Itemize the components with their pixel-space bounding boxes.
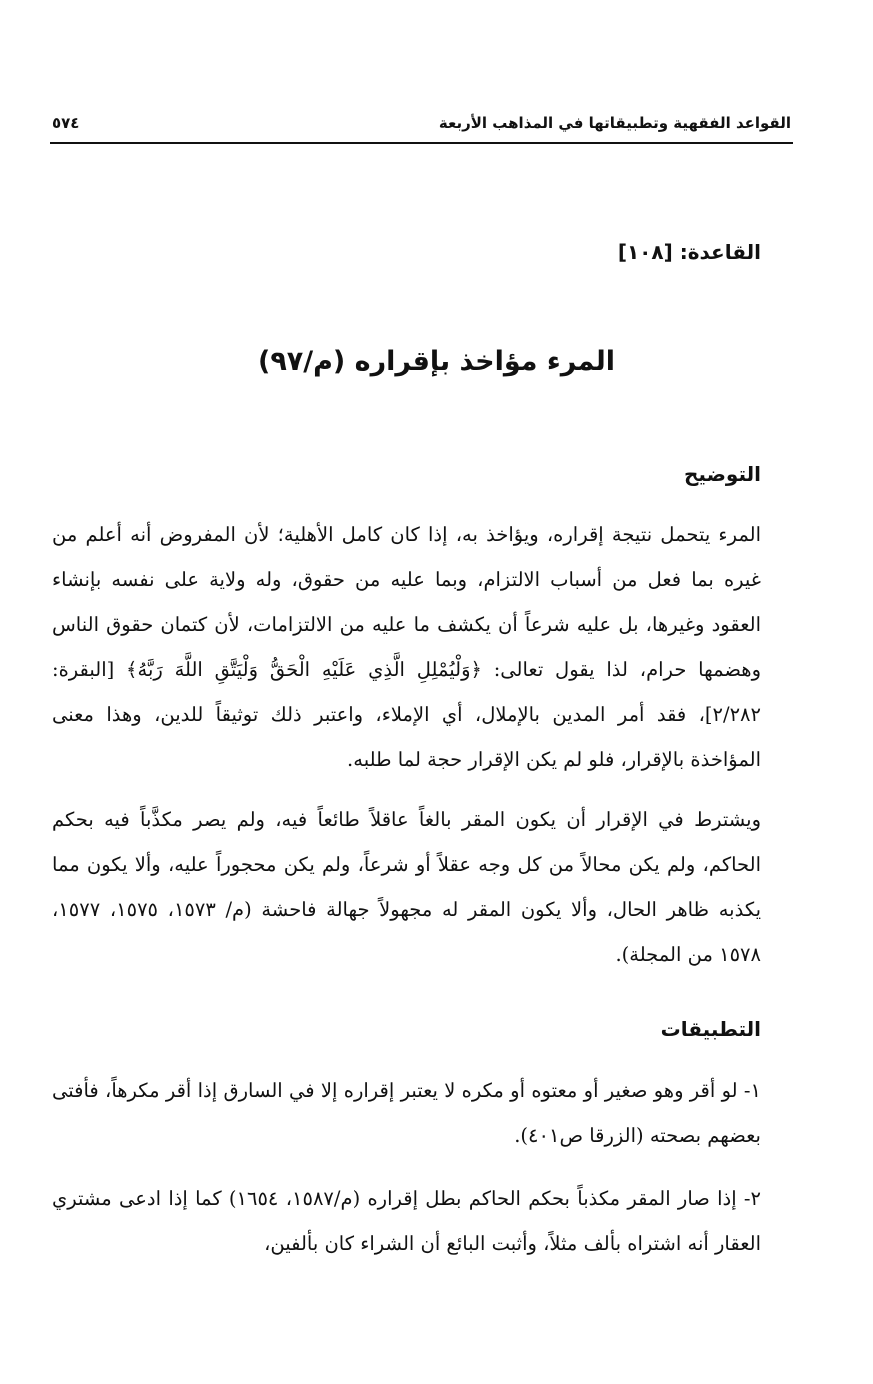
explanation-paragraph: المرء يتحمل نتيجة إقراره، ويؤاخذ به، إذا كان كامل الأهلية؛ لأن المفروض أنه أعلم من غيره بما فعل من أسباب الالتزام، وبما عليه من حقوق، وله ولاية على نفسه بإنشاء العقود وغيرها، بل عليه شرعاً أن يكشف ما عليه من الالتزامات، لأن كتمان حقوق الناس وهضمها حرام، لذا يقول تعالى: ﴿وَلْيُمْلِلِ الَّذِي عَلَيْهِ الْحَقُّ وَلْيَتَّقِ اللَّهَ رَبَّهُ﴾ [البقرة: ٢/٢٨٢]، فقد أمر المدين بالإملال، أي الإملاء، واعتبر ذلك توثيقاً للدين، وهذا معنى المؤاخذة بالإقرار، فلو لم يكن الإقرار حجة لما طلبه.	[52, 523, 761, 771]
page-header	[52, 108, 791, 138]
rule-number: [١٠٨]	[617, 240, 673, 264]
book-title: القواعد الفقهية وتطبيقاتها في المذاهب الأربعة	[438, 114, 791, 132]
rule-title: المرء مؤاخذ بإقراره (م/٩٧)	[257, 346, 616, 377]
page-number: ٥٧٤	[52, 114, 80, 132]
rule-number-line	[618, 240, 761, 264]
applications-heading: التطبيقات	[660, 1017, 761, 1041]
explanation-paragraph: ويشترط في الإقرار أن يكون المقر بالغاً عاقلاً طائعاً فيه، ولم يصر مكذَّباً فيه بحكم الحاكم، ولم يكن محالاً من كل وجه عقلاً أو شرعاً، ولم يكن محجوراً عليه، وألا يكون مما يكذبه ظاهر الحال، وألا يكون المقر له مجهولاً جهالة فاحشة (م/ ١٥٧٣، ١٥٧٥، ١٥٧٧، ١٥٧٨ من المجلة).	[52, 808, 762, 966]
header-divider	[50, 142, 793, 144]
application-item: ٢- إذا صار المقر مكذباً بحكم الحاكم بطل إقراره (م/١٥٨٧، ١٦٥٤) كما إذا ادعى مشتري العقار أنه اشتراه بألف مثلاً، وأثبت البائع أن الشراء كان بألفين،	[52, 1187, 761, 1255]
application-item: ١- لو أقر وهو صغير أو معتوه أو مكره لا يعتبر إقراره إلا في السارق إذا أقر مكرهاً، فأفتى بعضهم بصحته (الزرقا ص٤٠١).	[52, 1079, 761, 1147]
explanation-heading: التوضيح	[684, 462, 761, 486]
rule-label: القاعدة:	[679, 240, 761, 264]
